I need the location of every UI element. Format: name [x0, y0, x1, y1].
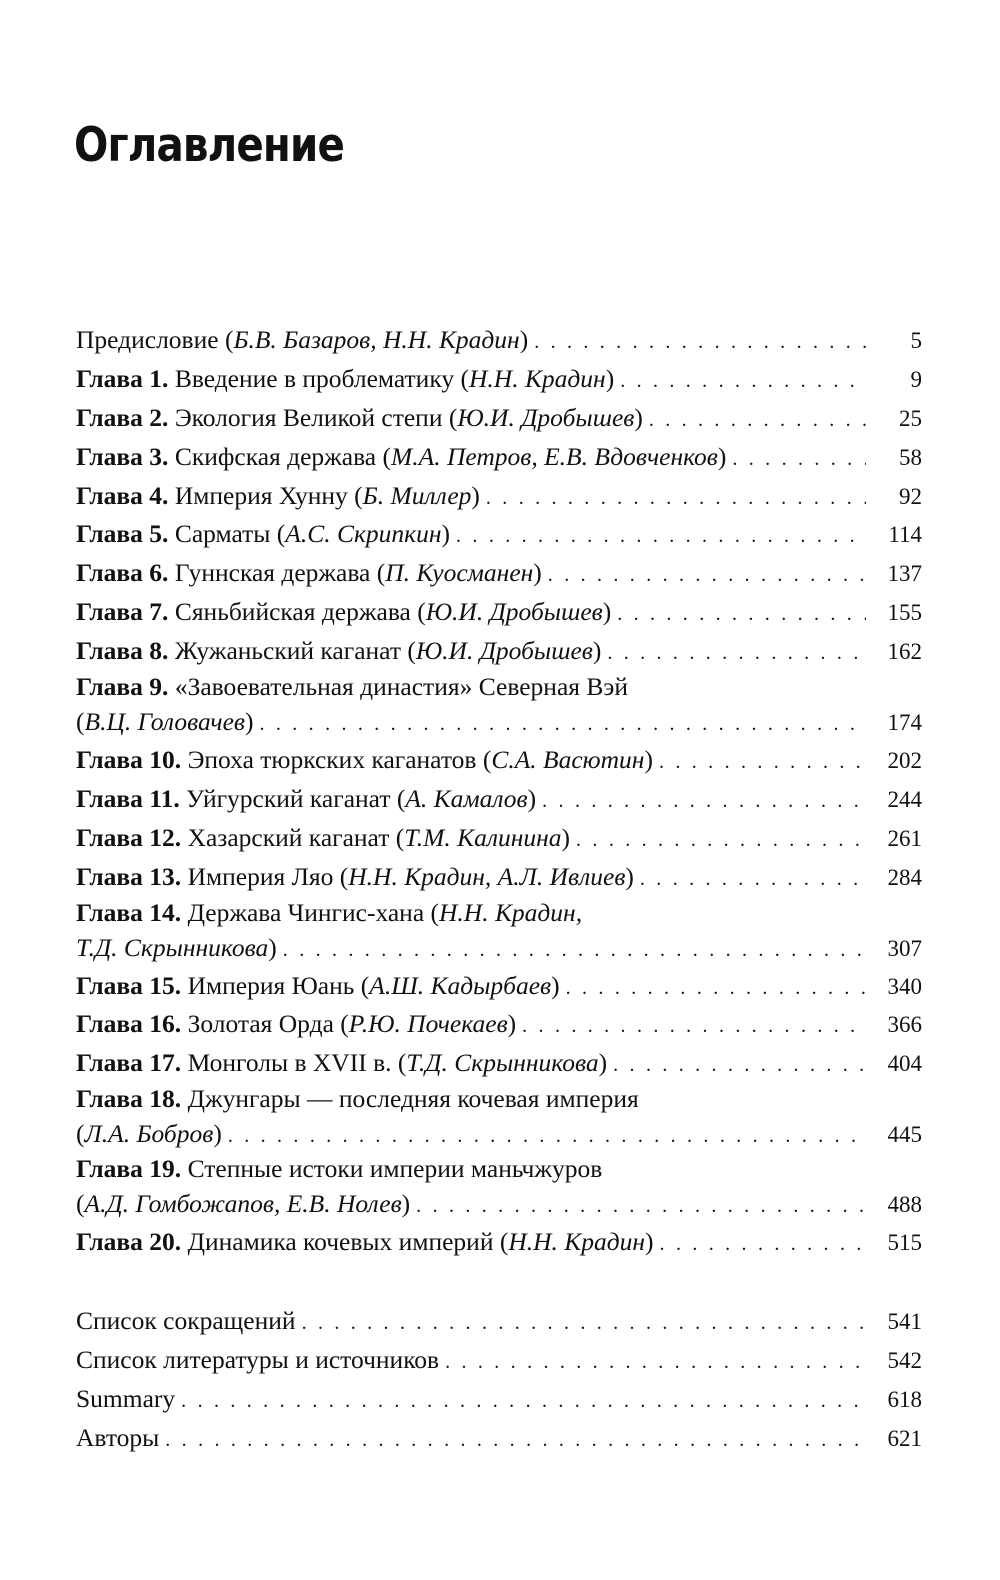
entry-text: Авторы: [76, 1422, 160, 1452]
entry-author: В.Ц. Головачев: [84, 707, 245, 737]
toc-entry-chapter-1[interactable]: [76, 360, 922, 399]
toc-entry-chapter-10[interactable]: [76, 741, 922, 780]
entry-line-2: [76, 702, 922, 741]
toc-entry-preface[interactable]: [76, 321, 922, 360]
page-title: Оглавление: [74, 118, 345, 173]
page-number: 244: [887, 786, 922, 812]
chapter-label: Глава 7.: [76, 597, 169, 627]
entry-author: Р.Ю. Почекаев: [348, 1009, 508, 1039]
toc-entry-summary[interactable]: [76, 1380, 922, 1419]
dot-leader: [649, 401, 866, 440]
entry-author: М.А. Петров, Е.В. Вдовченков: [391, 441, 718, 471]
page-number: 9: [910, 366, 922, 392]
toc-entry-chapter-15[interactable]: [76, 967, 922, 1006]
entry-text: Глава 5. Сарматы (А.С. Скрипкин): [76, 519, 451, 549]
dot-leader: [228, 1117, 866, 1156]
entry-text: (А.Д. Гомбожапов, Е.В. Нолев): [76, 1189, 411, 1219]
toc-entry-abbreviations[interactable]: [76, 1302, 922, 1341]
entry-author: Ю.И. Дробышев: [457, 402, 635, 432]
dot-leader: [576, 821, 866, 860]
entry-line-1: [76, 671, 922, 702]
dot-leader: [181, 1382, 866, 1421]
toc-entry-chapter-14[interactable]: [76, 897, 922, 967]
entry-author: Ю.И. Дробышев: [425, 597, 603, 627]
chapter-label: Глава 4.: [76, 480, 169, 510]
dot-leader: [640, 860, 866, 899]
chapter-label: Глава 19.: [76, 1154, 182, 1184]
entry-author: С.А. Васютин: [491, 745, 645, 775]
entry-author: Н.Н. Крадин: [468, 363, 606, 393]
toc-entry-chapter-9[interactable]: [76, 671, 922, 741]
chapter-label: Глава 2.: [76, 402, 169, 432]
chapter-label: Глава 18.: [76, 1084, 182, 1114]
page-number: 445: [887, 1122, 922, 1148]
entry-author: П. Куосманен: [385, 558, 534, 588]
dot-leader: [534, 323, 866, 362]
entry-text: Глава 17. Монголы в XVII в. (Т.Д. Скрынникова): [76, 1048, 608, 1078]
entry-text: Т.Д. Скрынникова): [76, 932, 277, 962]
entry-text: Глава 16. Золотая Орда (Р.Ю. Почекаев): [76, 1009, 517, 1039]
entry-text: Глава 12. Хазарский каганат (Т.М. Калинина): [76, 822, 571, 852]
toc-entry-chapter-19[interactable]: [76, 1153, 922, 1223]
page-number: 340: [887, 973, 922, 999]
entry-text: (В.Ц. Головачев): [76, 707, 254, 737]
toc-entry-chapter-2[interactable]: [76, 399, 922, 438]
entry-author: Н.Н. Крадин: [508, 1227, 646, 1257]
dot-leader: [620, 362, 866, 401]
section-gap: [76, 1262, 922, 1302]
toc-entry-chapter-12[interactable]: [76, 819, 922, 858]
entry-text: Список литературы и источников: [76, 1345, 440, 1375]
toc-entry-chapter-20[interactable]: [76, 1223, 922, 1262]
page-number: 618: [887, 1386, 922, 1412]
chapter-label: Глава 6.: [76, 558, 169, 588]
entry-text: Глава 7. Сяньбийская держава (Ю.И. Дробышев): [76, 597, 612, 627]
entry-text: Глава 1. Введение в проблематику (Н.Н. Крадин): [76, 363, 615, 393]
entry-text: Глава 15. Империя Юань (А.Ш. Кадырбаев): [76, 970, 560, 1000]
entry-text: Глава 4. Империя Хунну (Б. Миллер): [76, 480, 480, 510]
entry-text: (Л.А. Бобров): [76, 1119, 222, 1149]
dot-leader: [617, 595, 866, 634]
dot-leader: [566, 969, 866, 1008]
toc-entry-bibliography[interactable]: [76, 1341, 922, 1380]
entry-text: Глава 6. Гуннская держава (П. Куосманен): [76, 558, 542, 588]
page-number: 621: [887, 1425, 922, 1451]
page-number: 92: [899, 483, 922, 509]
dot-leader: [456, 517, 866, 556]
page-number: 307: [887, 935, 922, 961]
toc-entry-chapter-16[interactable]: [76, 1005, 922, 1044]
dot-leader: [486, 479, 866, 518]
entry-text: Глава 3. Скифская держава (М.А. Петров, Е.В. Вдовченков): [76, 441, 727, 471]
toc-entry-chapter-3[interactable]: [76, 438, 922, 477]
toc-entry-chapter-6[interactable]: [76, 554, 922, 593]
entry-author: Н.Н. Крадин, А.Л. Ивлиев: [348, 861, 626, 891]
chapter-label: Глава 15.: [76, 970, 182, 1000]
entry-line-2: [76, 1114, 922, 1153]
dot-leader: [660, 1225, 866, 1264]
dot-leader: [613, 1046, 866, 1085]
entry-author: Б. Миллер: [362, 480, 472, 510]
chapter-label: Глава 8.: [76, 636, 169, 666]
entry-line-1: [76, 1153, 922, 1184]
entry-text: Глава 18. Джунгары — последняя кочевая империя: [76, 1084, 639, 1114]
entry-text: Глава 13. Империя Ляо (Н.Н. Крадин, А.Л. Ивлиев): [76, 861, 634, 891]
page-number: 366: [887, 1012, 922, 1038]
page-number: 174: [887, 710, 922, 736]
page-number: 137: [887, 561, 922, 587]
page-number: 261: [887, 825, 922, 851]
entry-author: Н.Н. Крадин,: [439, 897, 583, 927]
entry-text: Summary: [76, 1383, 176, 1413]
entry-author: Л.А. Бобров: [84, 1119, 214, 1149]
page-number: 155: [887, 600, 922, 626]
page-number: 284: [887, 864, 922, 890]
chapter-label: Глава 16.: [76, 1009, 182, 1039]
entry-line-1: [76, 897, 922, 928]
entry-text: Глава 9. «Завоевательная династия» Северная Вэй: [76, 672, 628, 702]
table-of-contents: [76, 321, 922, 1458]
entry-author: А.С. Скрипкин: [285, 519, 442, 549]
entry-text: Предисловие (Б.В. Базаров, Н.Н. Крадин): [76, 325, 529, 354]
dot-leader: [659, 743, 866, 782]
toc-entry-chapter-17[interactable]: [76, 1044, 922, 1083]
page-number: 541: [887, 1309, 922, 1335]
entry-line-1: [76, 1083, 922, 1114]
page-number: 488: [887, 1192, 922, 1218]
toc-entry-chapter-7[interactable]: [76, 593, 922, 632]
entry-text: Глава 20. Динамика кочевых империй (Н.Н. Крадин): [76, 1227, 654, 1257]
toc-entry-chapter-18[interactable]: [76, 1083, 922, 1153]
entry-text: Глава 19. Степные истоки империи маньчжуров: [76, 1154, 603, 1184]
dot-leader: [607, 634, 866, 673]
entry-author: Б.В. Базаров, Н.Н. Крадин: [233, 325, 520, 354]
chapter-label: Глава 5.: [76, 519, 169, 549]
page-number: 25: [899, 405, 922, 431]
chapter-label: Глава 9.: [76, 672, 169, 702]
chapter-label: Глава 3.: [76, 441, 169, 471]
entry-author: Т.Д. Скрынникова: [406, 1048, 599, 1078]
entry-line-2: [76, 928, 922, 967]
chapter-label: Глава 1.: [76, 363, 169, 393]
entry-text: Список сокращений: [76, 1306, 296, 1336]
page-number: 58: [899, 444, 922, 470]
page-number: 114: [888, 522, 922, 548]
entry-author: А.Ш. Кадырбаев: [369, 970, 552, 1000]
toc-entry-chapter-13[interactable]: [76, 858, 922, 897]
page-number: 404: [887, 1051, 922, 1077]
entry-author: А. Камалов: [405, 783, 528, 813]
chapter-label: Глава 12.: [76, 822, 182, 852]
chapter-label: Глава 17.: [76, 1048, 182, 1078]
entry-text: Глава 11. Уйгурский каганат (А. Камалов): [76, 783, 537, 813]
dot-leader: [283, 931, 866, 970]
page-number: 5: [910, 328, 922, 353]
chapter-label: Глава 13.: [76, 861, 182, 891]
dot-leader: [259, 705, 866, 744]
dot-leader: [542, 782, 866, 821]
page-number: 542: [887, 1348, 922, 1374]
dot-leader: [548, 556, 866, 595]
page-number: 515: [887, 1230, 922, 1256]
chapter-label: Глава 11.: [76, 783, 180, 813]
dot-leader: [445, 1343, 866, 1382]
entry-author: Ю.И. Дробышев: [415, 636, 593, 666]
toc-entry-authors[interactable]: [76, 1419, 922, 1458]
entry-text: Глава 14. Держава Чингис-хана (Н.Н. Крадин,: [76, 897, 583, 927]
page-number: 202: [887, 748, 922, 774]
dot-leader: [302, 1304, 866, 1343]
chapter-label: Глава 20.: [76, 1227, 182, 1257]
toc-entry-chapter-5[interactable]: [76, 515, 922, 554]
entry-text: Глава 2. Экология Великой степи (Ю.И. Дробышев): [76, 402, 643, 432]
entry-text: Глава 8. Жужаньский каганат (Ю.И. Дробышев): [76, 636, 602, 666]
chapter-label: Глава 10.: [76, 745, 182, 775]
dot-leader: [522, 1007, 866, 1046]
page-number: 162: [887, 639, 922, 665]
toc-entry-chapter-8[interactable]: [76, 632, 922, 671]
entry-author: Т.Д. Скрынникова: [76, 932, 269, 962]
entry-author: Т.М. Калинина: [404, 822, 562, 852]
dot-leader: [416, 1187, 866, 1226]
toc-entry-chapter-4[interactable]: [76, 477, 922, 516]
dot-leader: [165, 1421, 866, 1460]
toc-entry-chapter-11[interactable]: [76, 780, 922, 819]
dot-leader: [732, 440, 866, 479]
chapter-label: Глава 14.: [76, 897, 182, 927]
entry-line-2: [76, 1184, 922, 1223]
entry-text: Глава 10. Эпоха тюркских каганатов (С.А. Васютин): [76, 745, 653, 775]
entry-author: А.Д. Гомбожапов, Е.В. Нолев: [84, 1189, 402, 1219]
